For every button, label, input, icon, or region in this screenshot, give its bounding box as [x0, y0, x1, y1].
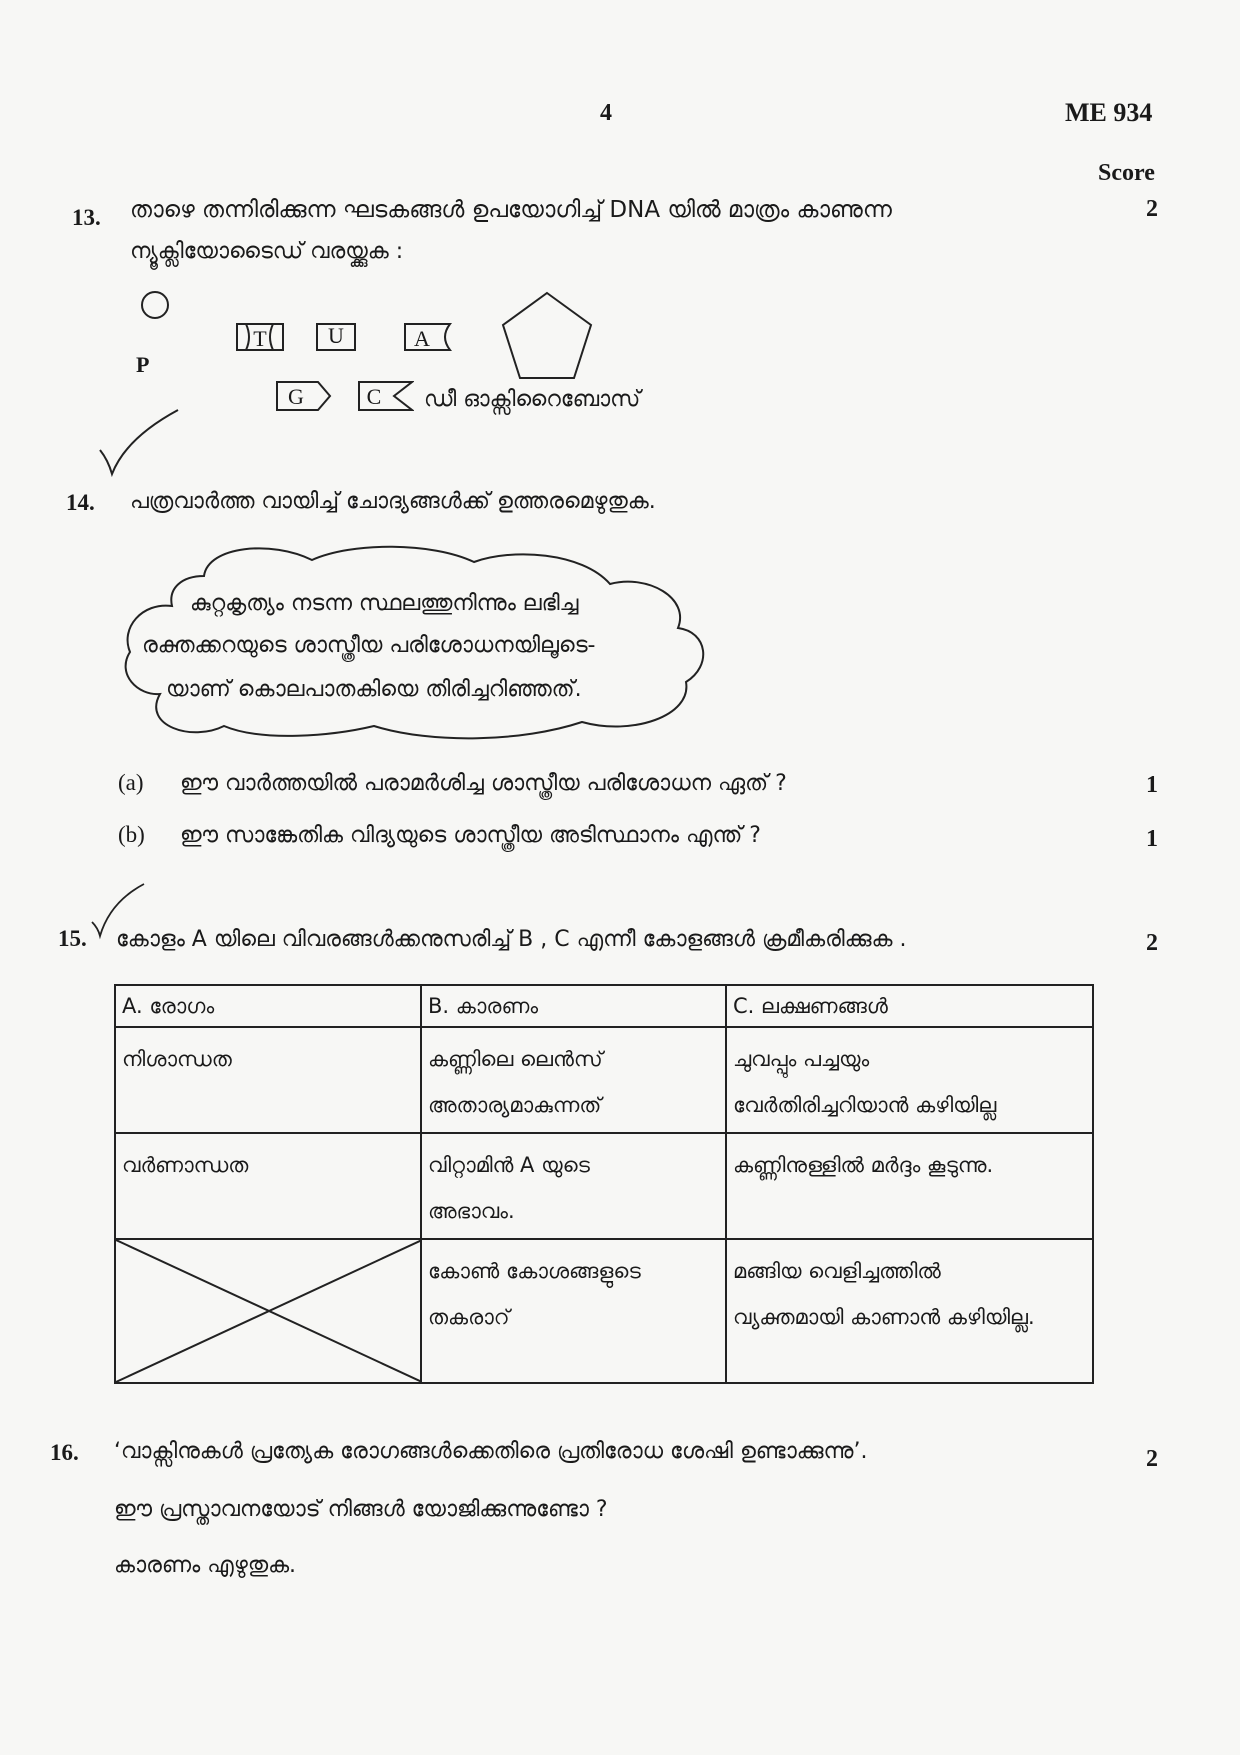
- cell-b: [421, 1239, 726, 1383]
- q14a-text: ഈ വാർത്തയിൽ പരാമർശിച്ച ശാസ്ത്രീയ പരിശോധന ഏത് ?: [180, 771, 787, 796]
- cell-c-line: ചുവപ്പും പച്ചയും: [733, 1047, 870, 1071]
- score-header: Score: [1098, 160, 1155, 186]
- q16-line2: ഈ പ്രസ്താവനയോട് നിങ്ങൾ യോജിക്കുന്നുണ്ടോ ?: [114, 1497, 608, 1522]
- column-header-b: B. കാരണം: [421, 985, 726, 1027]
- question-number-14: 14.: [66, 490, 95, 515]
- q13-score: 2: [1146, 196, 1158, 222]
- q16-line3: കാരണം എഴുതുക.: [114, 1553, 297, 1578]
- cell-c-line: വേർതിരിച്ചറിയാൻ കഴിയില്ല: [733, 1093, 997, 1117]
- column-header-a: A. രോഗം: [115, 985, 421, 1027]
- page-number: 4: [600, 100, 612, 126]
- adenine-label: A: [414, 326, 430, 351]
- q14-text: പത്രവാർത്ത വായിച്ച് ചോദ്യങ്ങൾക്ക് ഉത്തരമെഴുതുക.: [130, 489, 656, 514]
- deoxyribose-label: ഡീ ഓക്സിറൈബോസ്: [424, 387, 641, 412]
- q15-text: കോളം A യിലെ വിവരങ്ങൾക്കനുസരിച്ച് B , C എന്നീ കോളങ്ങൾ ക്രമീകരിക്കുക .: [116, 927, 907, 952]
- cell-b-line: അഭാവം.: [428, 1199, 515, 1223]
- column-header-c: C. ലക്ഷണങ്ങൾ: [726, 985, 1093, 1027]
- q13-text-line1: താഴെ തന്നിരിക്കുന്ന ഘടകങ്ങൾ ഉപയോഗിച്ച് DNA യിൽ മാത്രം കാണുന്ന: [130, 197, 892, 223]
- crossed-out-cell: [115, 1239, 421, 1383]
- cell-c: [726, 1027, 1093, 1133]
- q14b-score: 1: [1146, 826, 1158, 852]
- q13-text-line2: ന്യൂക്ലിയോടൈഡ് വരയ്ക്കുക :: [130, 239, 404, 264]
- cell-b-line: കോൺ കോശങ്ങളുടെ: [428, 1259, 641, 1283]
- cell-c-line: വ്യക്തമായി കാണാൻ കഴിയില്ല.: [733, 1305, 1035, 1329]
- cell-c-line: മങ്ങിയ വെളിച്ചത്തിൽ: [733, 1259, 941, 1283]
- tick-mark-icon: [96, 408, 186, 478]
- question-number-16: 16.: [50, 1440, 79, 1465]
- cell-a: നിശാന്ധത: [115, 1027, 421, 1133]
- cytosine-label: C: [366, 384, 382, 409]
- cell-c-line: കണ്ണിനുള്ളിൽ മർദ്ദം കൂടുന്നു.: [733, 1153, 994, 1177]
- cell-a: വർണാന്ധത: [115, 1133, 421, 1239]
- paper-code: ME 934: [1065, 98, 1153, 127]
- uracil-shape: U: [316, 323, 356, 351]
- table-row: [115, 1133, 1093, 1239]
- q16-score: 2: [1146, 1446, 1158, 1472]
- table-row: [115, 1239, 1093, 1383]
- phosphate-circle-icon: [140, 290, 170, 320]
- q15-score: 2: [1146, 930, 1158, 956]
- question-number-13: 13.: [72, 205, 101, 230]
- cell-b-line: വിറ്റാമിൻ A യുടെ: [428, 1153, 590, 1177]
- q16-line1: ‘വാക്സിനുകൾ പ്രത്യേക രോഗങ്ങൾക്കെതിരെ പ്രതിരോധ ശേഷി ഉണ്ടാക്കുന്നു’.: [114, 1439, 868, 1464]
- cell-b-line: തകരാറ്: [428, 1305, 510, 1329]
- guanine-label: G: [288, 384, 304, 409]
- deoxyribose-pentagon-icon: [499, 290, 595, 382]
- cell-c: [726, 1239, 1093, 1383]
- matching-table: [114, 984, 1094, 1384]
- cell-b-line: കണ്ണിലെ ലെൻസ്: [428, 1047, 603, 1071]
- cross-mark-icon: [116, 1240, 422, 1382]
- cell-b-line: അതാര്യമാകുന്നത്: [428, 1093, 602, 1117]
- q14a-score: 1: [1146, 772, 1158, 798]
- news-line-2: രക്തക്കറയുടെ ശാസ്ത്രീയ പരിശോധനയിലൂടെ-: [142, 633, 596, 658]
- q14a-label: (a): [118, 770, 144, 795]
- q14b-label: (b): [118, 822, 145, 847]
- news-line-1: കുറ്റകൃത്യം നടന്ന സ്ഥലത്തുനിന്നും ലഭിച്ച: [190, 591, 579, 616]
- phosphate-label: P: [136, 352, 150, 377]
- cell-c: [726, 1133, 1093, 1239]
- cell-b: [421, 1133, 726, 1239]
- table-row: [115, 1027, 1093, 1133]
- thymine-label: T: [253, 326, 267, 351]
- news-line-3: യാണ് കൊലപാതകിയെ തിരിച്ചറിഞ്ഞത്.: [166, 677, 582, 702]
- question-number-15: 15.: [58, 926, 87, 951]
- q14b-text: ഈ സാങ്കേതിക വിദ്യയുടെ ശാസ്ത്രീയ അടിസ്ഥാനം എന്ത് ?: [180, 823, 761, 848]
- cell-b: [421, 1027, 726, 1133]
